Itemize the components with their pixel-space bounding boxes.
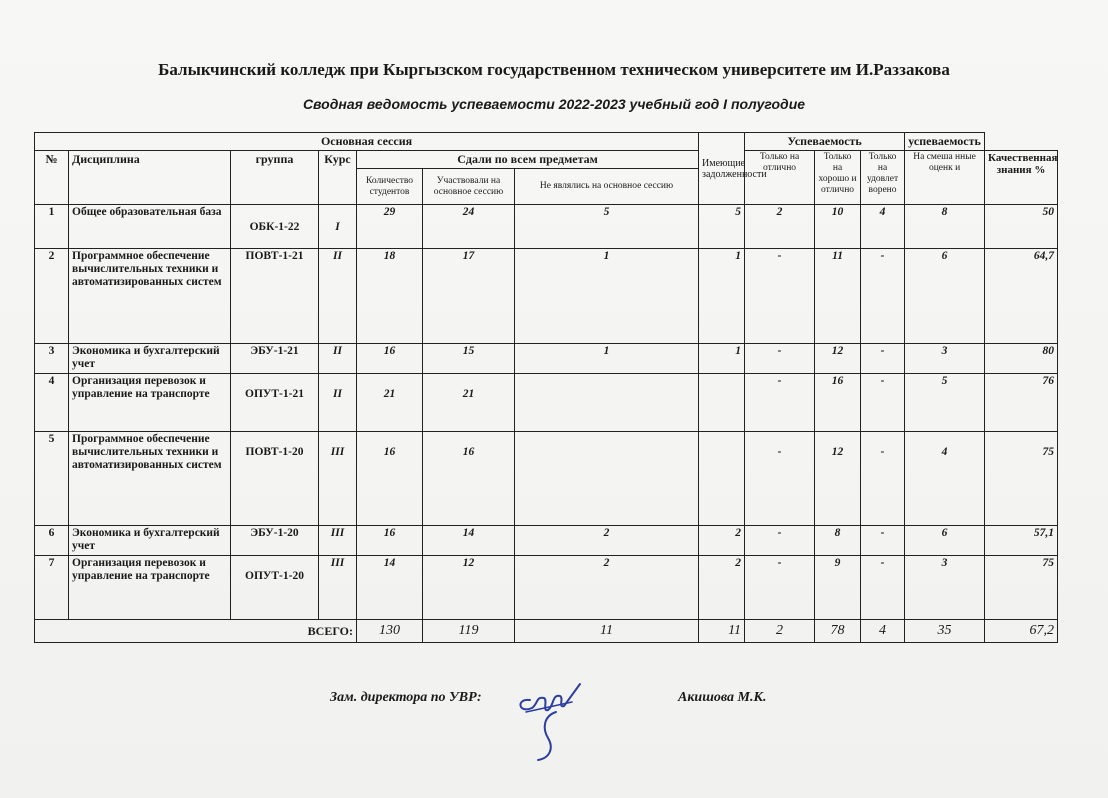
row-absent: 2 [515,556,699,620]
row-students: 18 [357,249,423,344]
row-absent [515,432,699,526]
total-satisfactory: 4 [861,620,905,643]
table-row [35,556,1058,620]
row-mixed: 6 [905,249,985,344]
row-no: 5 [35,432,69,526]
row-group: ПОВТ-1-21 [231,249,319,344]
row-excellent: - [745,432,815,526]
row-no: 2 [35,249,69,344]
row-participated: 16 [423,432,515,526]
row-debts: 1 [699,344,745,374]
row-discipline: Экономика и бухгалтерский учет [69,526,231,556]
row-satisfactory: - [861,249,905,344]
row-satisfactory: - [861,344,905,374]
row-mixed: 3 [905,344,985,374]
header-mixed: На смеша нные оценк и [905,151,985,205]
row-debts: 5 [699,205,745,249]
row-group: ОПУТ-1-21 [231,374,319,432]
row-debts [699,432,745,526]
row-no: 6 [35,526,69,556]
table-row [35,344,1058,374]
total-absent: 11 [515,620,699,643]
total-good: 78 [815,620,861,643]
row-course: I [319,205,357,249]
row-no: 7 [35,556,69,620]
row-mixed: 8 [905,205,985,249]
row-absent: 1 [515,344,699,374]
row-course: III [319,526,357,556]
row-mixed: 4 [905,432,985,526]
row-quality: 80 [985,344,1058,374]
row-debts [699,374,745,432]
total-mixed: 35 [905,620,985,643]
row-absent: 1 [515,249,699,344]
total-debts: 11 [699,620,745,643]
header-group: группа [231,151,319,205]
row-participated: 21 [423,374,515,432]
header-absent: Не являлись на основное сессию [515,169,699,205]
row-satisfactory: - [861,432,905,526]
row-discipline: Программное обеспечение вычислительных техники и автоматизированных систем [69,432,231,526]
row-satisfactory: - [861,374,905,432]
row-students: 16 [357,526,423,556]
row-discipline: Организация перевозок и управление на транспорте [69,556,231,620]
total-excellent: 2 [745,620,815,643]
row-quality: 75 [985,556,1058,620]
total-quality: 67,2 [985,620,1058,643]
header-students-count: Количество студентов [357,169,423,205]
table-row [35,205,1058,249]
row-discipline: Общее образовательная база [69,205,231,249]
row-quality: 64,7 [985,249,1058,344]
row-discipline: Программное обеспечение вычислительных техники и автоматизированных систем [69,249,231,344]
total-students: 130 [357,620,423,643]
header-main-session: Основная сессия [35,133,699,151]
row-participated: 17 [423,249,515,344]
total-participated: 119 [423,620,515,643]
header-good-excellent: Только на хорошо и отлично [815,151,861,205]
row-satisfactory: - [861,556,905,620]
row-satisfactory: - [861,526,905,556]
header-only-satisfactory: Только на удовлет ворено [861,151,905,205]
row-course: II [319,249,357,344]
signer-position: Зам. директора по УВР: [330,690,482,705]
row-good: 9 [815,556,861,620]
row-participated: 24 [423,205,515,249]
row-good: 16 [815,374,861,432]
row-students: 29 [357,205,423,249]
row-quality: 57,1 [985,526,1058,556]
row-excellent: - [745,556,815,620]
row-participated: 15 [423,344,515,374]
row-no: 1 [35,205,69,249]
row-discipline: Экономика и бухгалтерский учет [69,344,231,374]
row-quality: 76 [985,374,1058,432]
header-passed-all: Сдали по всем предметам [357,151,699,169]
row-quality: 75 [985,432,1058,526]
document-title: Балыкчинский колледж при Кыргызском государственном техническом университете им И.Раззакова [158,60,950,79]
row-course: III [319,432,357,526]
row-good: 12 [815,432,861,526]
total-row [35,620,1058,643]
signer-name: Акишова М.К. [678,690,767,705]
table-row [35,526,1058,556]
header-quality: Качественная знания % [985,151,1058,205]
row-absent [515,374,699,432]
row-mixed: 5 [905,374,985,432]
row-students: 21 [357,374,423,432]
row-participated: 12 [423,556,515,620]
row-discipline: Организация перевозок и управление на транспорте [69,374,231,432]
row-mixed: 6 [905,526,985,556]
row-no: 3 [35,344,69,374]
row-absent: 5 [515,205,699,249]
row-quality: 50 [985,205,1058,249]
document-subtitle: Сводная ведомость успеваемости 2022-2023 учебный год I полугодие [302,96,806,112]
progress-table [34,132,1058,643]
handwritten-signature [508,672,598,762]
row-course: III [319,556,357,620]
row-good: 8 [815,526,861,556]
header-progress: Успеваемость [745,133,905,151]
header-progress-2: успеваемость [905,133,985,151]
row-group: ЭБУ-1-20 [231,526,319,556]
row-course: II [319,374,357,432]
row-mixed: 3 [905,556,985,620]
row-good: 11 [815,249,861,344]
row-group: ПОВТ-1-20 [231,432,319,526]
row-group: ОПУТ-1-20 [231,556,319,620]
header-course: Курс [319,151,357,205]
row-students: 16 [357,432,423,526]
table-row [35,374,1058,432]
header-discipline: Дисциплина [69,151,231,205]
header-participated: Участвовали на основное сессию [423,169,515,205]
row-excellent: - [745,526,815,556]
row-no: 4 [35,374,69,432]
header-no: № [35,151,69,205]
row-excellent: 2 [745,205,815,249]
row-excellent: - [745,344,815,374]
row-excellent: - [745,249,815,344]
row-satisfactory: 4 [861,205,905,249]
row-students: 14 [357,556,423,620]
row-debts: 2 [699,526,745,556]
table-row [35,249,1058,344]
header-debts: Имеющие задолженности [699,133,745,205]
row-good: 10 [815,205,861,249]
row-participated: 14 [423,526,515,556]
total-label: ВСЕГО: [35,620,357,643]
row-students: 16 [357,344,423,374]
row-debts: 2 [699,556,745,620]
row-absent: 2 [515,526,699,556]
table-row [35,432,1058,526]
row-debts: 1 [699,249,745,344]
row-good: 12 [815,344,861,374]
row-group: ОБК-1-22 [231,205,319,249]
row-excellent: - [745,374,815,432]
header-only-excellent: Только на отлично [745,151,815,205]
row-course: II [319,344,357,374]
row-group: ЭБУ-1-21 [231,344,319,374]
